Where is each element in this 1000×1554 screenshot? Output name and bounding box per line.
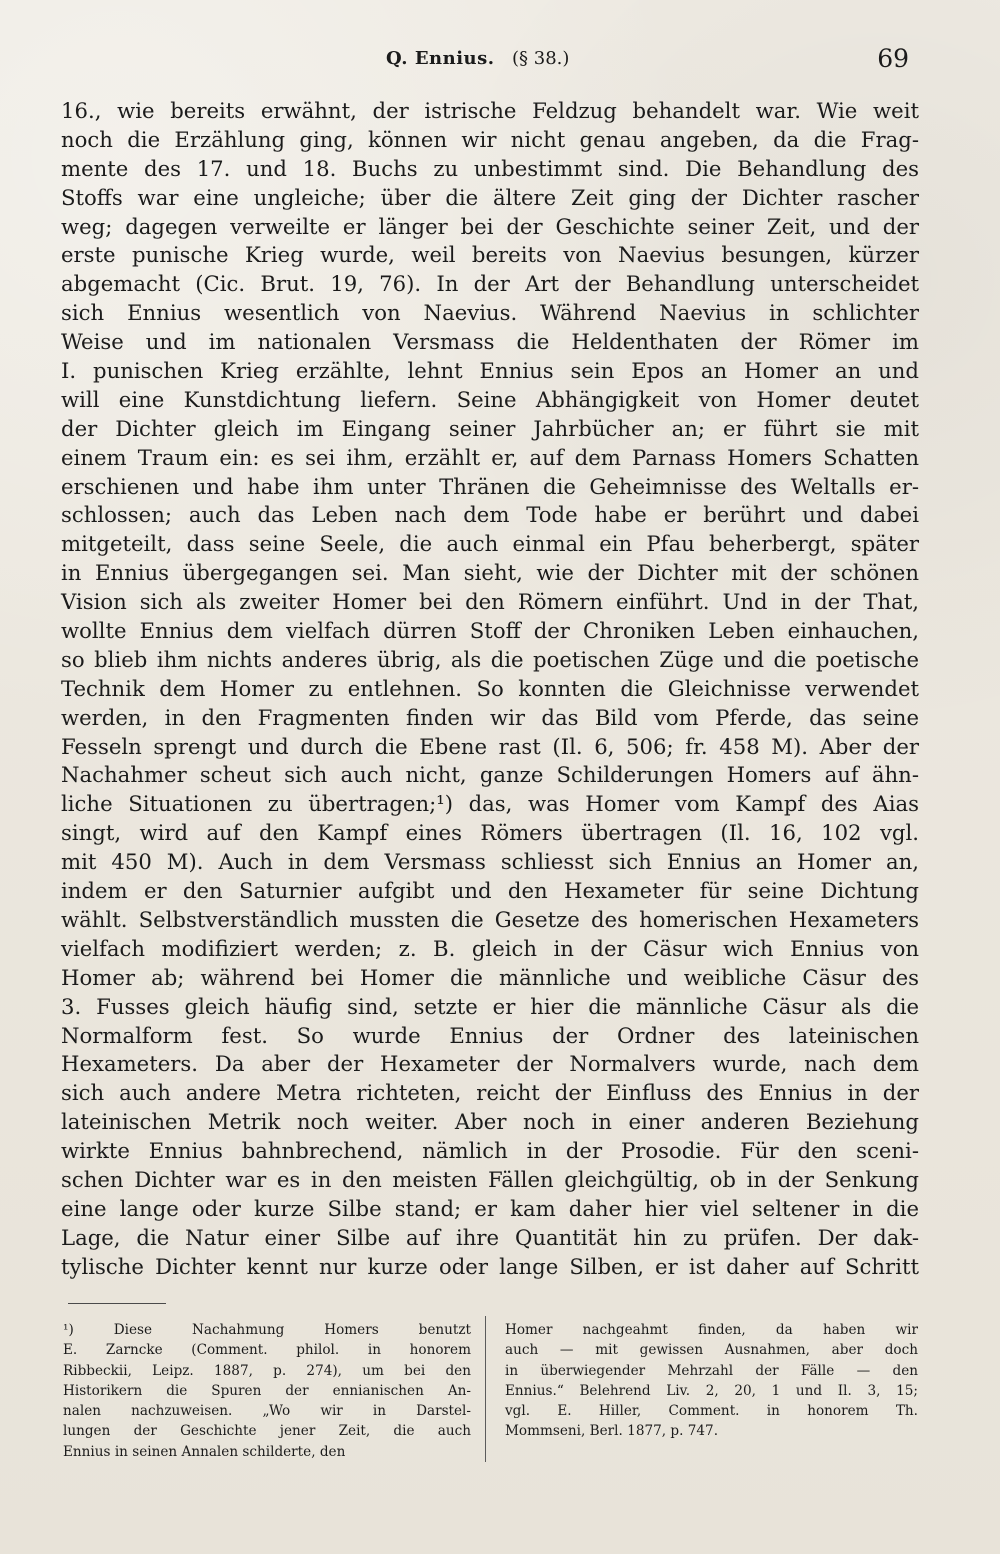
main-text-line: lateinischen Metrik noch weiter. Aber noch in einer anderen Beziehung [61,1109,919,1135]
main-text-line: schen Dichter war es in den meisten Fällen gleichgültig, ob in der Senkung [61,1166,919,1192]
running-head-title: Q. Ennius. [386,48,495,69]
main-text-line: 16., wie bereits erwähnt, der istrische Feldzug behandelt war. Wie weit [61,98,919,123]
main-text-line: schlossen; auch das Leben nach dem Tode habe er berührt und dabei [61,502,919,528]
main-text-line: 3. Fusses gleich häufig sind, setzte er hier die männliche Cäsur als die [61,993,919,1019]
footnote-line: nalen nachzuweisen. „Wo wir in Darstel- [63,1403,471,1420]
footnote-column-left [63,1320,471,1462]
main-text-line: erschienen und habe ihm unter Thränen die Geheimnisse des Weltalls er- [61,473,919,499]
main-text-line: mitgeteilt, dass seine Seele, die auch einmal ein Pfau beherbergt, später [61,531,919,557]
main-text-line: Hexameters. Da aber der Hexameter der Normalvers wurde, nach dem [61,1051,919,1077]
main-text-line: Fesseln sprengt und durch die Ebene rast (Il. 6, 506; fr. 458 M). Aber der [61,733,919,759]
main-text-line: weg; dagegen verweilte er länger bei der Geschichte seiner Zeit, und der [61,213,919,239]
main-text-line: noch die Erzählung ging, können wir nicht genau angeben, da die Frag- [61,126,919,152]
main-text-line: wollte Ennius dem vielfach dürren Stoff der Chroniken Leben einhauchen, [61,618,919,644]
footnote-line: Ennius.“ Belehrend Liv. 2, 20, 1 und Il. 3, 15; [505,1382,918,1399]
footnote-line: in überwiegender Mehrzahl der Fälle — den [505,1362,918,1379]
page-number: 69 [877,44,909,73]
main-text-line: Stoffs war eine ungleiche; über die ältere Zeit ging der Dichter rascher [61,184,919,210]
main-text-line: singt, wird auf den Kampf eines Römers übertragen (Il. 16, 102 vgl. [61,820,919,846]
main-text-line: Nachahmer scheut sich auch nicht, ganze Schilderungen Homers auf ähn- [61,762,919,788]
main-text-line: Lage, die Natur einer Silbe auf ihre Quantität hin zu prüfen. Der dak- [61,1224,919,1250]
footnote-line: Ribbeckii, Leipz. 1887, p. 274), um bei den [63,1362,471,1379]
footnote-line: Homer nachgeahmt finden, da haben wir [505,1322,918,1338]
footnote-line: E. Zarncke (Comment. philol. in honorem [63,1342,471,1359]
main-text-line: vielfach modifiziert werden; z. B. gleich in der Cäsur wich Ennius von [61,935,919,961]
main-text-line: tylische Dichter kennt nur kurze oder lange Silben, er ist daher auf Schritt [61,1253,919,1279]
main-text-line: sich Ennius wesentlich von Naevius. Während Naevius in schlichter [61,300,919,326]
footnote-line: Mommseni, Berl. 1877, p. 747. [505,1423,719,1440]
main-text-line: einem Traum ein: es sei ihm, erzählt er, auf dem Parnass Homers Schatten [61,444,919,470]
main-text-line: will eine Kunstdichtung liefern. Seine Abhängigkeit von Homer deutet [61,386,919,412]
main-text-line: Technik dem Homer zu entlehnen. So konnten die Gleichnisse verwendet [61,675,919,701]
main-text-line: indem er den Saturnier aufgibt und den Hexameter für seine Dichtung [61,878,919,904]
footnote-line: vgl. E. Hiller, Comment. in honorem Th. [505,1403,918,1420]
main-text-line: wirkte Ennius bahnbrechend, nämlich in der Prosodie. Für den sceni- [61,1138,919,1164]
footnote-line: Ennius in seinen Annalen schilderte, den [63,1443,346,1460]
main-text-line: liche Situationen zu übertragen;¹) das, was Homer vom Kampf des Aias [61,791,919,817]
main-text-line: sich auch andere Metra richteten, reicht der Einfluss des Ennius in der [61,1080,919,1106]
main-text-line: in Ennius übergegangen sei. Man sieht, wie der Dichter mit der schönen [61,560,919,586]
main-text-line: Homer ab; während bei Homer die männliche und weibliche Cäsur des [61,964,919,990]
running-head [0,44,1000,78]
main-text-line: Normalform fest. So wurde Ennius der Ordner des lateinischen [61,1022,919,1048]
footnote-line: ¹) Diese Nachahmung Homers benutzt [63,1322,471,1338]
main-text-line: so blieb ihm nichts anderes übrig, als die poetischen Züge und die poetische [61,646,919,672]
main-text-line: Weise und im nationalen Versmass die Heldenthaten der Römer im [61,329,919,355]
main-text-line: eine lange oder kurze Silbe stand; er kam daher hier viel seltener in die [61,1195,919,1221]
main-text-line: werden, in den Fragmenten finden wir das Bild vom Pferde, das seine [61,704,919,730]
footnote-column-right [505,1320,918,1442]
footnote-line: lungen der Geschichte jener Zeit, die auch [63,1423,471,1440]
main-text-line: abgemacht (Cic. Brut. 19, 76). In der Art der Behandlung unterscheidet [61,271,919,297]
main-text-line: I. punischen Krieg erzählte, lehnt Ennius sein Epos an Homer an und [61,358,919,384]
main-text-line: Vision sich als zweiter Homer bei den Römern einführt. Und in der That, [61,589,919,615]
footnote-line: auch — mit gewissen Ausnahmen, aber doch [505,1342,918,1359]
main-text-line: mit 450 M). Auch in dem Versmass schliesst sich Ennius an Homer an, [61,849,919,875]
main-text-line: mente des 17. und 18. Buchs zu unbestimmt sind. Die Behandlung des [61,155,919,181]
main-text-block [61,97,919,1282]
footnote-line: Historikern die Spuren der ennianischen An- [63,1382,471,1399]
main-text-line: erste punische Krieg wurde, weil bereits von Naevius besungen, kürzer [61,242,919,268]
footnote-separator [68,1303,166,1304]
main-text-line: wählt. Selbstverständlich mussten die Gesetze des homerischen Hexameters [61,906,919,932]
main-text-line: der Dichter gleich im Eingang seiner Jahrbücher an; er führt sie mit [61,415,919,441]
running-head-section: (§ 38.) [512,48,570,69]
footnote-column-divider [485,1316,486,1462]
